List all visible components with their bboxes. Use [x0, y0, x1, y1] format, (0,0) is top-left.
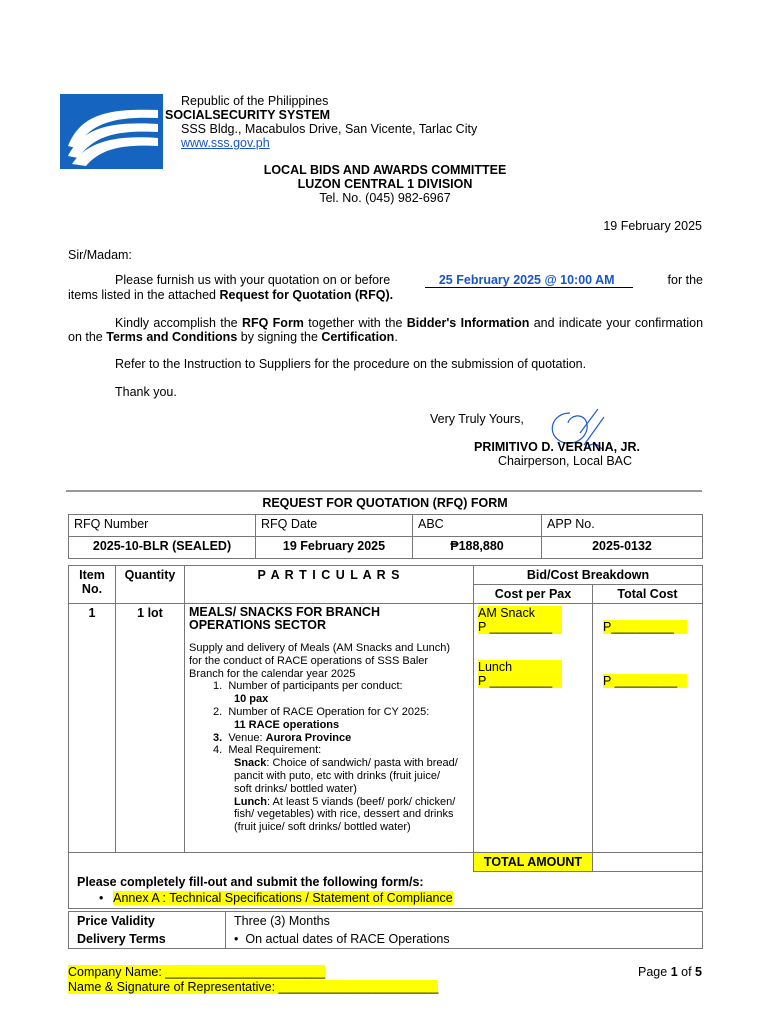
- sss-logo: [60, 94, 163, 169]
- signatory-block: [474, 440, 640, 468]
- snack-text: : Choice of sandwich/ pasta with bread/ pancit with puto, etc with drinks (fruit juice/ soft drinks/ bottled water): [234, 757, 458, 795]
- signatory-title: Chairperson, Local BAC: [497, 454, 633, 468]
- division-name: LUZON CENTRAL 1 DIVISION: [297, 177, 473, 191]
- website-link[interactable]: www.sss.gov.ph: [181, 136, 270, 150]
- app-no-header: APP No.: [542, 515, 703, 537]
- abc-header: ABC: [413, 515, 542, 537]
- req-1-value: 10 pax: [234, 693, 269, 706]
- lunch-label: Lunch: [478, 660, 562, 674]
- table-row: [69, 604, 703, 853]
- page-label: Page: [638, 965, 668, 979]
- table-row: [69, 515, 703, 537]
- due-date: 25 February 2025 @ 10:00 AM: [425, 273, 633, 288]
- rfq-number-value: 2025-10-BLR (SEALED): [69, 537, 256, 559]
- req-3-num: 3.: [213, 731, 223, 744]
- p2-text-e: and indicate your confirmation on the: [68, 316, 704, 344]
- p2-rfq-form: RFQ Form: [241, 316, 304, 330]
- agency-address: SSS Bldg., Macabulos Drive, San Vicente, Tarlac City: [181, 122, 478, 136]
- p2-certification: Certification: [321, 330, 395, 344]
- am-snack-label: AM Snack: [478, 606, 562, 620]
- am-snack-total-field[interactable]: P_________: [603, 620, 687, 634]
- cost-per-pax-cell: [474, 604, 593, 853]
- p2-bidders-info: Bidder's Information: [406, 316, 530, 330]
- letter-date: 19 February 2025: [603, 219, 702, 233]
- table-row: [69, 912, 703, 931]
- closing: Very Truly Yours,: [430, 412, 524, 426]
- delivery-terms-value: On actual dates of RACE Operations: [245, 932, 450, 946]
- total-amount-label: TOTAL AMOUNT: [474, 853, 593, 872]
- paragraph-3: Refer to the Instruction to Suppliers for the procedure on the submission of quotation.: [115, 357, 587, 371]
- paragraph-4: Thank you.: [115, 385, 177, 399]
- item-no-header: Item No.: [69, 566, 116, 604]
- p2-terms: Terms and Conditions: [106, 330, 238, 344]
- cost-per-pax-header: Cost per Pax: [474, 585, 593, 604]
- abc-value: ₱188,880: [413, 537, 542, 559]
- breakdown-header: Bid/Cost Breakdown: [474, 566, 703, 585]
- delivery-terms-label: Delivery Terms: [69, 930, 226, 949]
- lunch-price-field[interactable]: P _________: [478, 674, 562, 688]
- table-row: [69, 566, 703, 585]
- bullet-icon: •: [99, 891, 104, 905]
- req-1-num: 1.: [213, 680, 223, 693]
- total-amount-field[interactable]: [593, 853, 703, 872]
- lunch-text: : At least 5 viands (beef/ pork/ chicken/ fish/ vegetables) with rice, dessert and drinks (fruit juice/ soft drinks/ bottled water): [234, 795, 456, 834]
- item-title-1: MEALS/ SNACKS FOR BRANCH: [189, 605, 380, 619]
- page-number: [638, 965, 702, 979]
- paragraph-1: [68, 273, 703, 302]
- price-validity-label: Price Validity: [69, 912, 226, 931]
- am-snack-price-field[interactable]: P _________: [478, 620, 562, 634]
- req-3-text: Venue:: [228, 731, 263, 744]
- rfq-title: REQUEST FOR QUOTATION (RFQ) FORM: [262, 496, 508, 510]
- lunch-label: Lunch: [234, 795, 267, 808]
- quantity-header: Quantity: [116, 566, 185, 604]
- p1-line2: items listed in the attached: [68, 288, 216, 302]
- signatory-name: PRIMITIVO D. VERANIA, JR.: [474, 440, 640, 454]
- page-current: 1: [670, 965, 678, 979]
- quantity-cell: 1 lot: [116, 604, 185, 853]
- tel-number: Tel. No. (045) 982-6967: [319, 191, 451, 205]
- snack-label: Snack: [234, 757, 267, 770]
- req-1-text: Number of participants per conduct:: [228, 680, 403, 693]
- item-no-cell: 1: [69, 604, 116, 853]
- forms-instruction: Please completely fill-out and submit the following form/s:: [77, 875, 424, 889]
- lunch-total-field[interactable]: P _________: [603, 674, 687, 688]
- rfq-summary-table: [68, 514, 703, 559]
- committee-name: LOCAL BIDS AND AWARDS COMMITTEE: [263, 163, 507, 177]
- p2-text-a: Kindly accomplish the: [115, 316, 238, 330]
- salutation: Sir/Madam:: [68, 248, 132, 262]
- forms-cell: [69, 872, 703, 909]
- page-total: 5: [695, 965, 702, 979]
- table-row: [69, 930, 703, 949]
- letterhead: [165, 94, 478, 150]
- p2-period: .: [394, 330, 398, 344]
- republic-line: Republic of the Philippines: [181, 94, 329, 108]
- table-row: [69, 872, 703, 909]
- particulars-header: P A R T I C U L A R S: [185, 566, 474, 604]
- page-of: of: [681, 965, 692, 979]
- representative-field[interactable]: Name & Signature of Representative: _______________________: [68, 980, 439, 994]
- item-description: Supply and delivery of Meals (AM Snacks and Lunch) for the conduct of RACE operations of SSS Baler Branch for the calendar year 2025: [189, 642, 451, 680]
- rfq-date-header: RFQ Date: [256, 515, 413, 537]
- total-cost-header: Total Cost: [593, 585, 703, 604]
- committee-block: [0, 163, 770, 205]
- p1-line2-bold: Request for Quotation (RFQ).: [219, 288, 394, 302]
- req-3-value: Aurora Province: [265, 731, 352, 744]
- total-spacer: [69, 853, 474, 872]
- items-table: [68, 565, 703, 909]
- p2-text-g: by signing the: [240, 330, 318, 344]
- terms-table: [68, 911, 703, 949]
- table-row: [69, 853, 703, 872]
- req-2-value: 11 RACE operations: [234, 718, 340, 731]
- req-4-num: 4.: [213, 744, 223, 757]
- divider: [66, 490, 702, 492]
- delivery-terms-cell: [226, 930, 703, 949]
- bullet-icon: •: [234, 932, 239, 946]
- rfq-date-value: 19 February 2025: [256, 537, 413, 559]
- paragraph-2: [68, 316, 703, 344]
- price-validity-value: Three (3) Months: [226, 912, 703, 931]
- company-name-field[interactable]: Company Name: _______________________: [68, 965, 326, 979]
- item-title-2: OPERATIONS SECTOR: [189, 618, 327, 632]
- p2-text-c: together with the: [308, 316, 403, 330]
- req-2-num: 2.: [213, 705, 223, 718]
- p1-pre: Please furnish us with your quotation on or before: [115, 273, 391, 287]
- req-2-text: Number of RACE Operation for CY 2025:: [228, 705, 430, 718]
- app-no-value: 2025-0132: [542, 537, 703, 559]
- req-4-text: Meal Requirement:: [228, 744, 322, 757]
- rfq-number-header: RFQ Number: [69, 515, 256, 537]
- footer-fields: [68, 965, 438, 995]
- p1-post: for the: [667, 273, 703, 287]
- total-cost-cell: [593, 604, 703, 853]
- table-row: [69, 537, 703, 559]
- requirement-list: [189, 680, 469, 834]
- particulars-cell: [185, 604, 474, 853]
- annex-a-item: Annex A : Technical Specifications / Statement of Compliance: [113, 891, 453, 905]
- agency-name: SOCIALSECURITY SYSTEM: [165, 108, 331, 122]
